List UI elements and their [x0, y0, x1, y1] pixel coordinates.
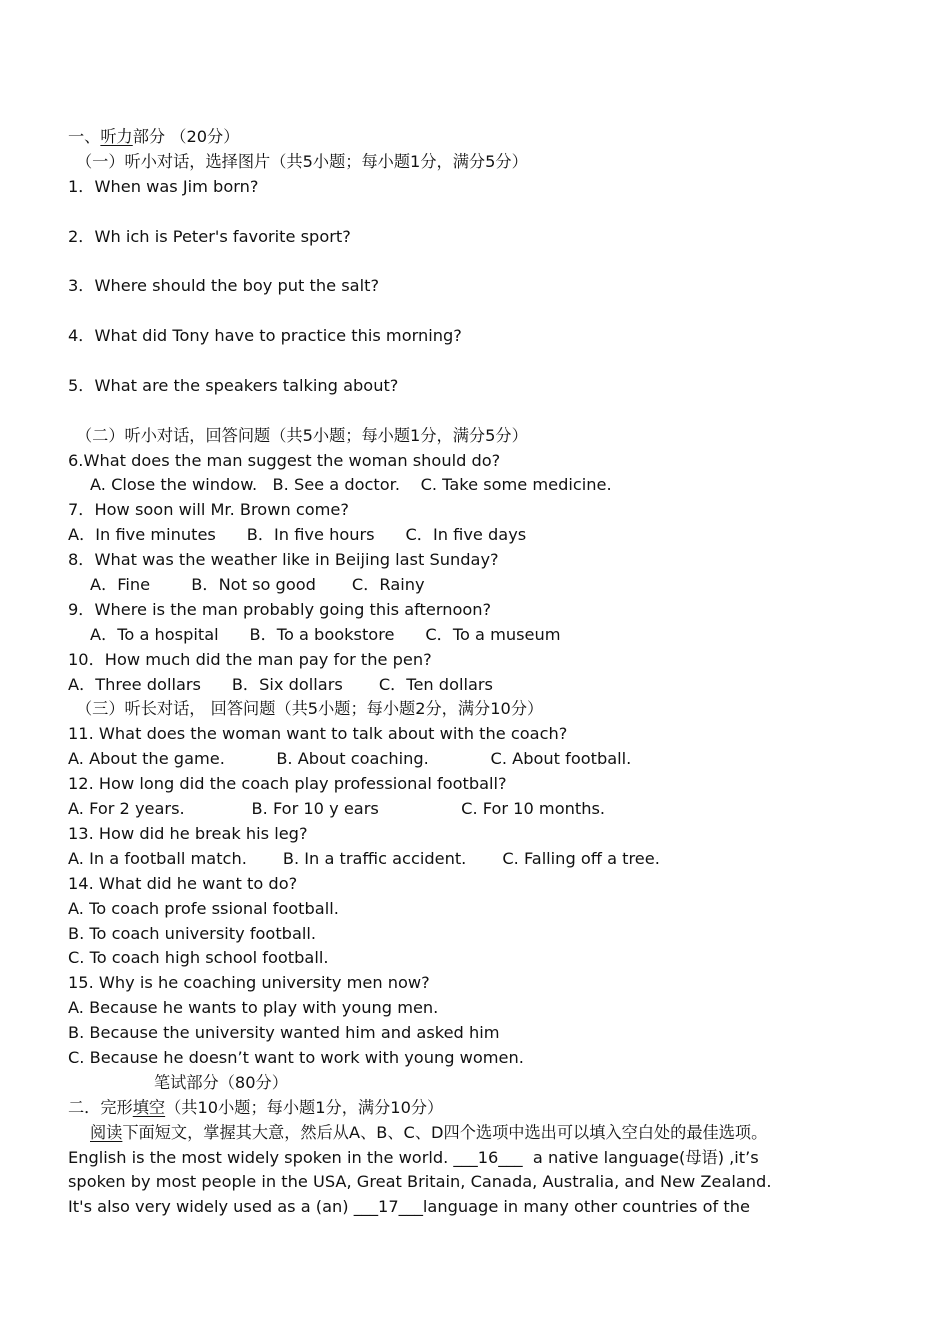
- question-15-option-a: A. Because he wants to play with young men.: [68, 998, 439, 1018]
- question-13: 13. How did he break his leg?: [68, 823, 308, 843]
- question-8-options: A．Fine B．Not so good C．Rainy: [90, 575, 425, 595]
- question-14-option-b: B. To coach university football.: [68, 923, 317, 943]
- section3-title: （三）听长对话， 回答问题（共5小题；每小题2分，满分10分）: [76, 699, 544, 719]
- section2-title: （二）听小对话，回答问题（共5小题；每小题1分，满分5分）: [76, 425, 528, 445]
- question-5: 5．What are the speakers talking about?: [68, 375, 399, 395]
- question-11: 11. What does the woman want to talk about with the coach?: [68, 724, 568, 744]
- question-15: 15. Why is he coaching university men now?: [68, 973, 430, 993]
- passage-line-2: spoken by most people in the USA, Great Britain, Canada, Australia, and New Zealand.: [68, 1172, 772, 1192]
- question-12-options: A. For 2 years. B. For 10 y ears C. For 10 months.: [68, 799, 606, 819]
- blank-line: [68, 399, 928, 424]
- question-13-options: A. In a football match. B. In a traffic accident. C. Falling off a tree.: [68, 848, 660, 868]
- question-15-option-c: C. Because he doesn’t want to work with young women.: [68, 1047, 524, 1067]
- question-1: 1．When was Jim born?: [68, 176, 259, 196]
- blank-line: [68, 299, 928, 324]
- question-9: 9．Where is the man probably going this afternoon?: [68, 599, 492, 619]
- blank-line: [68, 200, 928, 225]
- question-9-options: A．To a hospital B．To a bookstore C．To a museum: [90, 624, 561, 644]
- passage-line-3: It's also very widely used as a (an) ___17___language in many other countries of the: [68, 1197, 750, 1217]
- question-3: 3．Where should the boy put the salt?: [68, 276, 380, 296]
- question-12: 12. How long did the coach play professional football?: [68, 774, 507, 794]
- cloze-instructions: 阅读下面短文，掌握其大意，然后从A、B、C、D四个选项中选出可以填入空白处的最佳选项。: [90, 1122, 768, 1142]
- question-7: 7．How soon will Mr. Brown come?: [68, 500, 349, 520]
- question-7-options: A．In five minutes B．In five hours C．In five days: [68, 525, 527, 545]
- question-15-option-b: B. Because the university wanted him and asked him: [68, 1023, 500, 1043]
- question-4: 4．What did Tony have to practice this morning?: [68, 326, 462, 346]
- passage-line-1: English is the most widely spoken in the world. ___16___ a native language(母语) ,it’s: [68, 1147, 759, 1167]
- question-6: 6.What does the man suggest the woman should do?: [68, 450, 501, 470]
- exam-content: [68, 125, 928, 1220]
- listening-part-title: 一、听力部分 （20分）: [68, 127, 240, 146]
- question-2: 2．Wh ich is Peter's favorite sport?: [68, 226, 351, 246]
- question-11-options: A. About the game. B. About coaching. C. About football.: [68, 749, 632, 769]
- written-part-title: 笔试部分（80分）: [154, 1072, 288, 1092]
- question-10: 10．How much did the man pay for the pen?: [68, 649, 432, 669]
- question-8: 8．What was the weather like in Beijing last Sunday?: [68, 550, 499, 570]
- blank-line: [68, 249, 928, 274]
- question-10-options: A．Three dollars B．Six dollars C．Ten dollars: [68, 674, 493, 694]
- cloze-title: 二．完形填空（共10小题；每小题1分，满分10分）: [68, 1097, 444, 1117]
- question-6-options: A. Close the window. B. See a doctor. C. Take some medicine.: [90, 475, 612, 495]
- question-14-option-c: C. To coach high school football.: [68, 948, 329, 968]
- question-14: 14. What did he want to do?: [68, 873, 298, 893]
- question-14-option-a: A. To coach profe ssional football.: [68, 898, 339, 918]
- section1-title: （一）听小对话，选择图片（共5小题；每小题1分，满分5分）: [76, 151, 528, 171]
- blank-line: [68, 349, 928, 374]
